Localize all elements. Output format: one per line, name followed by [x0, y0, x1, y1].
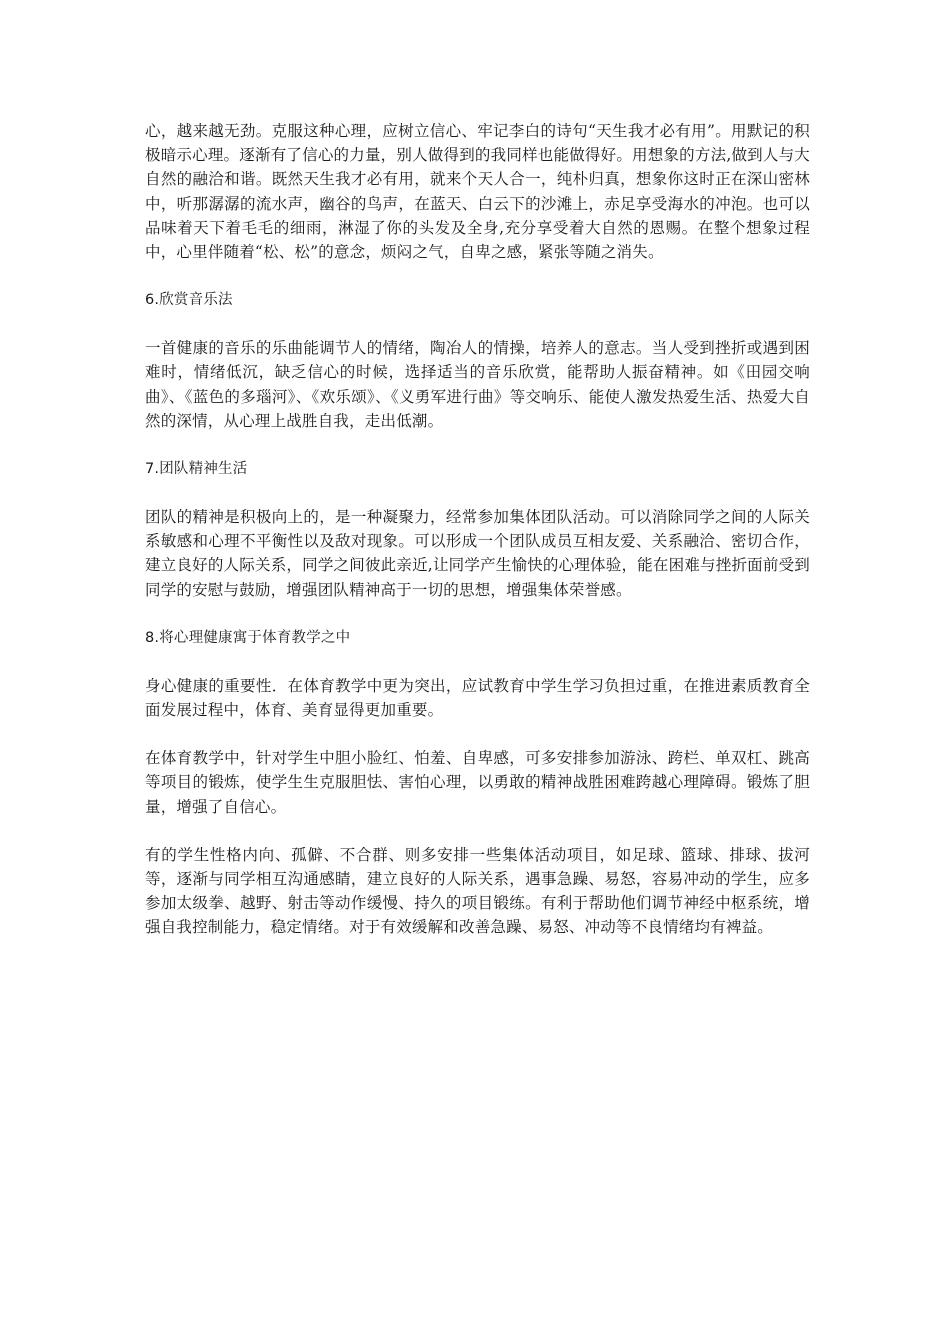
section-heading-music: 6.欣赏音乐法: [145, 292, 233, 309]
document-page: [145, 119, 810, 964]
paragraph-pe-introvert: 有的学生性格内向、孤僻、不合群、则多安排一些集体活动项目，如足球、篮球、排球、拔河等，逐渐与同学相互沟通感睛，建立良好的人际关系，遇事急躁、易怒，容易冲动的学生，应多参加太级拳、越野、射击等动作缓慢、持久的项目锻练。有利于帮助他们调节神经中枢系统，增强自我控制能力，稳定情绪。对于有效缓解和改善急躁、易怒、冲动等不良情绪均有裨益。: [145, 845, 810, 937]
section-heading-team-spirit: 7.团队精神生活: [145, 461, 248, 478]
paragraph-team-spirit: 团队的精神是积极向上的，是一种凝聚力，经常参加集体团队活动。可以消除同学之间的人际关系敏感和心理不平衡性以及敌对现象。可以形成一个团队成员互相友爱、关系融洽、密切合作，建立良好的人际关系，同学之间彼此亲近,让同学产生愉快的心理体验，能在困难与挫折面前受到同学的安慰与鼓励，增强团队精神高于一切的思想，增强集体荣誉感。: [145, 508, 810, 599]
paragraph-imagination-method: 心，越来越无劲。克服这种心理，应树立信心、牢记李白的诗句“天生我才必有用”。用默记的积极暗示心理。逐渐有了信心的力量，别人做得到的我同样也能做得好。用想象的方法,做到人与大自然的融洽和谐。既然天生我才必有用，就来个天人合一，纯朴归真，想象你这时正在深山密林中，听那潺潺的流水声，幽谷的鸟声，在蓝天、白云下的沙滩上，赤足享受海水的冲泡。也可以品味着天下着毛毛的细雨，淋湿了你的头发及全身,充分享受着大自然的恩赐。在整个想象过程中，心里伴随着“松、松”的意念，烦闷之气，自卑之感，紧张等随之消失。: [145, 122, 810, 262]
section-heading-pe-teaching: 8.将心理健康寓于体育教学之中: [145, 629, 351, 646]
paragraph-pe-importance: 身心健康的重要性．在体育教学中更为突出，应试教育中学生学习负担过重，在推进素质教育全面发展过程中，体育、美育显得更加重要。: [145, 676, 810, 720]
paragraph-music: 一首健康的音乐的乐曲能调节人的情绪，陶冶人的情操，培养人的意志。当人受到挫折或遇到困难时，情绪低沉，缺乏信心的时候，选择适当的音乐欣赏，能帮助人振奋精神。如《田园交响曲》、《蓝色的多瑙河》、《欢乐颂》、《义勇军进行曲》等交响乐、能使人激发热爱生活、热爱大自然的深情，从心理上战胜自我，走出低潮。: [145, 339, 810, 430]
paragraph-pe-shyness: 在体育教学中，针对学生中胆小脸红、怕羞、自卑感，可多安排参加游泳、跨栏、单双杠、跳高等项目的锻炼，使学生生克服胆怯、害怕心理，以勇敢的精神战胜困难跨越心理障碍。锻炼了胆量，增强了自信心。: [145, 749, 810, 816]
